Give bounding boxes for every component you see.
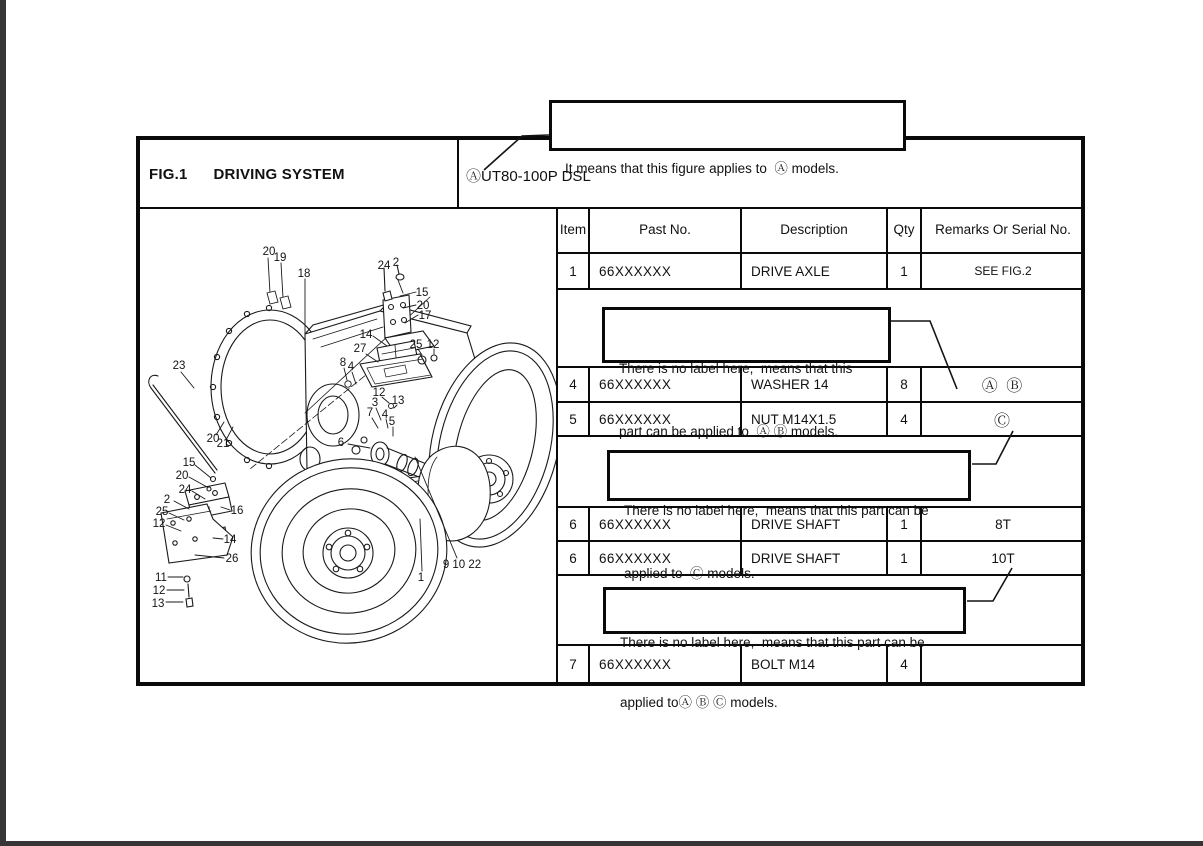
svg-text:4: 4 [347,361,355,373]
svg-text:3: 3 [371,397,379,409]
svg-text:20: 20 [206,433,220,445]
svg-text:23: 23 [172,360,186,372]
svg-text:2: 2 [163,494,171,506]
cell-past-no: 66XXXXXX [590,646,742,682]
svg-text:13: 13 [151,598,165,610]
svg-text:26: 26 [225,553,239,565]
col-header-description: Description [742,207,888,252]
svg-text:24: 24 [178,484,192,496]
col-header-qty: Qty [888,207,922,252]
svg-text:15: 15 [182,457,196,469]
svg-text:21: 21 [216,438,230,450]
cell-item: 6 [558,508,590,540]
svg-text:27: 27 [353,343,367,355]
svg-text:11: 11 [155,572,167,584]
lower-bracket-assembly [161,477,233,608]
cell-past-no: 66XXXXXX [590,542,742,574]
cell-item: 7 [558,646,590,682]
callout-text: It means that this figure applies to Ⓐ models. [565,161,839,176]
col-header-remarks: Remarks Or Serial No. [935,222,1071,237]
svg-text:18: 18 [297,268,311,280]
svg-text:12: 12 [152,518,166,530]
cell-description: DRIVE SHAFT [742,542,888,574]
cell-description: WASHER 14 [742,368,888,401]
svg-text:15: 15 [415,287,429,299]
cell-past-no: 66XXXXXX [590,508,742,540]
svg-text:24: 24 [377,260,391,272]
svg-text:1: 1 [417,572,425,584]
svg-text:17: 17 [418,310,432,322]
svg-text:20: 20 [175,470,189,482]
svg-text:6: 6 [337,437,345,449]
cell-description: BOLT M14 [742,646,888,682]
svg-text:4: 4 [381,409,389,421]
cell-qty: 8 [888,368,922,401]
table-row [558,254,1084,290]
svg-text:20: 20 [262,246,276,258]
svg-text:20: 20 [416,300,430,312]
cell-qty: 1 [888,542,922,574]
svg-text:9 10 22: 9 10 22 [442,559,482,571]
scan-edge-bottom [0,841,1203,846]
model-label: ⒶUT80-100P DSL [466,168,591,185]
callout-text-line1: There is no label here, means that this [619,361,853,376]
svg-text:25: 25 [155,506,169,518]
svg-text:2: 2 [392,257,400,269]
svg-text:14: 14 [359,329,373,341]
cell-description: NUT M14X1.5 [742,403,888,435]
svg-text:25: 25 [409,339,423,351]
col-header-item: Item [558,207,590,252]
svg-text:12: 12 [426,339,440,351]
figure-name: DRIVING SYSTEM [213,166,345,183]
cell-remarks: Ⓒ [993,412,1012,430]
cell-qty: 4 [888,646,922,682]
cell-past-no: 66XXXXXX [590,254,742,288]
callout-text-line1: There is no label here, means that this part can be [620,635,925,650]
callout-text-line1: There is no label here, means that this part can be [624,503,929,518]
svg-text:12: 12 [152,585,166,597]
cell-remarks: 10T [991,550,1015,566]
cell-remarks: Ⓐ Ⓑ [981,378,1025,395]
callout-applies-to-a [549,100,906,176]
callout-text-line2: applied to Ⓒ models. [624,566,755,581]
cell-past-no: 66XXXXXX [590,368,742,401]
cell-item: 4 [558,368,590,401]
exploded-view-diagram [137,207,556,685]
cell-qty: 1 [888,254,922,288]
figure-title [149,166,345,183]
cell-past-no: 66XXXXXX [590,403,742,435]
cell-description: DRIVE SHAFT [742,508,888,540]
svg-text:14: 14 [223,534,237,546]
cell-item: 6 [558,542,590,574]
cell-qty: 1 [888,508,922,540]
callout-text-line2: part can be applied to Ⓐ Ⓑ models. [619,424,839,439]
header-vertical-line [457,140,459,207]
col-header-past-no: Past No. [590,207,742,252]
cell-qty: 4 [888,403,922,435]
svg-text:8: 8 [339,357,347,369]
figure-number: FIG.1 [149,166,188,183]
svg-text:13: 13 [391,395,405,407]
cell-remarks: SEE FIG.2 [974,264,1032,278]
cell-item: 5 [558,403,590,435]
cell-remarks: 8T [995,516,1011,532]
svg-text:19: 19 [273,252,287,264]
cell-description: DRIVE AXLE [742,254,888,288]
svg-text:12: 12 [372,387,386,399]
svg-text:5: 5 [388,416,396,428]
svg-text:7: 7 [366,407,374,419]
cell-item: 1 [558,254,590,288]
scan-edge-left [0,0,6,846]
callout-text-line2: applied toⒶ Ⓑ Ⓒ models. [620,695,778,710]
svg-text:16: 16 [230,505,244,517]
